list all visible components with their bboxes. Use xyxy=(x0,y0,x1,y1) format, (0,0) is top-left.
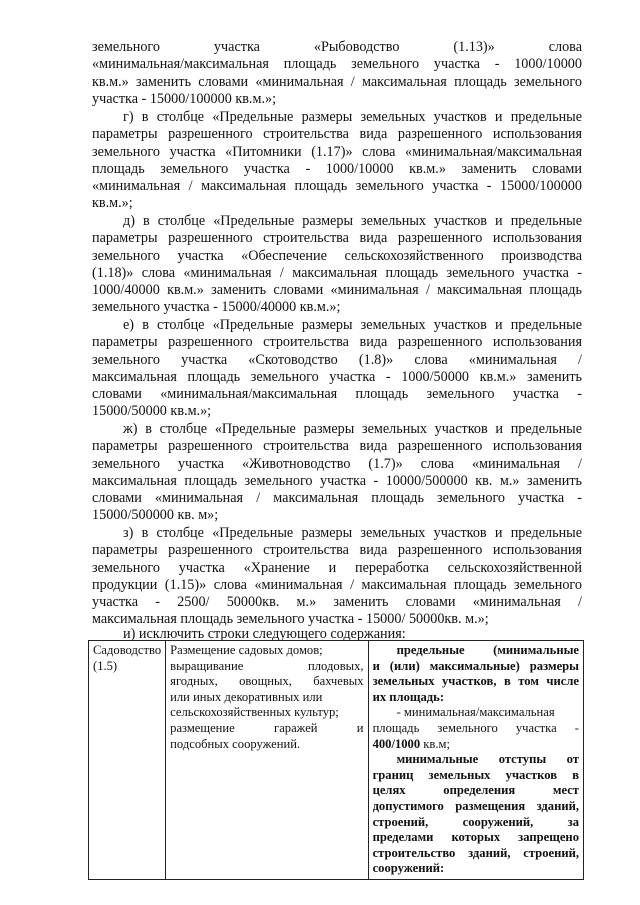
text-line: 15000/50000 кв.м.»; xyxy=(92,403,212,420)
cell-line: земельных участков, в том числе xyxy=(372,674,579,689)
cell-line: ягодных, овощных, бахчевых xyxy=(170,674,364,689)
text-line: площадь земельного участка - 1000/10000 кв.м.» заменить словами xyxy=(92,160,582,177)
table-row xyxy=(89,641,584,880)
text-line: земельного участка «Животноводство (1.7)» слова «минимальная / xyxy=(92,455,582,472)
text-line: параметры разрешенного строительства вида разрешенного использования xyxy=(92,334,582,351)
cell-line: целях определения мест xyxy=(372,783,579,798)
text-line: 15000/500000 кв. м»; xyxy=(92,507,219,524)
text-line: максимальная площадь земельного участка - 10000/500000 кв. м.» заменить xyxy=(92,472,582,489)
cell-line: или иных декоративных или xyxy=(170,689,323,704)
cell-line xyxy=(373,737,579,753)
text-line: максимальная площадь земельного участка - 1000/50000 кв.м.» заменить xyxy=(92,368,582,385)
cell-line: границ земельных участков в xyxy=(372,767,579,782)
cell-line: строений, сооружений, за xyxy=(372,814,579,829)
text-line: участка - 2500/ 50000кв. м.» заменить словами «минимальная / xyxy=(92,594,582,611)
text-line: земельного участка «Хранение и переработка сельскохозяйственной xyxy=(92,559,582,576)
text-line: «минимальная/максимальная площадь земельного участка - 1000/10000 xyxy=(92,56,582,73)
table-cell-parameters xyxy=(368,641,583,880)
text-line: максимальная площадь земельного участка - 15000/ 50000кв. м.»; xyxy=(92,611,489,628)
area-value: 400/1000 xyxy=(372,736,421,751)
text-line: участка - 15000/100000 кв.м.»; xyxy=(92,90,277,107)
text-line: словами «минимальная / максимальная площадь земельного участка - xyxy=(92,490,582,507)
cell-line: допустимого размещения зданий, xyxy=(372,798,579,813)
table-cell-land-use-type xyxy=(89,641,166,880)
text-line: г) в столбце «Предельные размеры земельных участков и предельные xyxy=(123,109,582,125)
text-line: параметры разрешенного строительства вида разрешенного использования xyxy=(92,438,582,455)
table-cell-description xyxy=(166,641,368,880)
paragraph-z xyxy=(92,525,582,629)
cell-line: Садоводство xyxy=(93,643,162,657)
text-line: параметры разрешенного строительства вида разрешенного использования xyxy=(92,542,582,559)
cell-line: строительство зданий, строений, xyxy=(372,845,579,860)
cell-line: площадь земельного участка - xyxy=(372,720,579,735)
area-unit: кв.м; xyxy=(420,736,450,751)
text-line: и) исключить строки следующего содержания: xyxy=(123,626,406,642)
cell-line: выращивание плодовых, xyxy=(170,658,364,673)
paragraph-zh xyxy=(92,421,582,525)
text-line: земельного участка «Скотоводство (1.8)» слова «минимальная / xyxy=(92,351,582,368)
text-line: параметры разрешенного строительства вида разрешенного использования xyxy=(92,126,582,143)
paragraph-e xyxy=(92,317,582,421)
cell-line: пределами которых запрещено xyxy=(372,830,579,845)
text-line: земельного участка - 15000/40000 кв.м.»; xyxy=(92,299,341,316)
cell-line: их площадь: xyxy=(372,689,445,704)
cell-line: и (или) максимальные) размеры xyxy=(372,658,579,673)
text-line: земельного участка «Питомники (1.17)» слова «минимальная/максимальная xyxy=(92,143,582,160)
text-line: кв.м.»; xyxy=(92,195,133,212)
cell-line: (1.5) xyxy=(93,658,118,673)
paragraph-g xyxy=(92,109,582,213)
text-line: ж) в столбце «Предельные размеры земельных участков и предельные xyxy=(123,421,582,437)
paragraph-d xyxy=(92,213,582,317)
text-line: (1.18)» слова «минимальная / максимальная площадь земельного участка - xyxy=(92,264,582,281)
text-line: з) в столбце «Предельные размеры земельных участков и предельные xyxy=(123,525,582,541)
cell-line: - минимальная/максимальная xyxy=(396,705,555,720)
cell-line: сооружений: xyxy=(372,861,445,876)
text-line: параметры разрешенного строительства вида разрешенного использования xyxy=(92,230,582,247)
paragraph-v-end xyxy=(92,39,582,108)
cell-line: минимальные отступы от xyxy=(396,752,579,767)
text-line: земельного участка «Рыбоводство (1.13)» слова xyxy=(92,39,582,55)
cell-line: подсобных сооружений. xyxy=(170,736,301,751)
text-line: 1000/40000 кв.м.» заменить словами «минимальная / максимальная площадь xyxy=(92,282,582,299)
text-line: продукции (1.15)» слова «минимальная / максимальная площадь земельного xyxy=(92,576,582,593)
text-line: земельного участка «Обеспечение сельскохозяйственного производства xyxy=(92,247,582,264)
text-line: д) в столбце «Предельные размеры земельных участков и предельные xyxy=(123,213,582,229)
cell-line: сельскохозяйственных культур; xyxy=(170,705,339,720)
text-line: «минимальная / максимальная площадь земельного участка - 15000/100000 xyxy=(92,178,582,195)
text-line: словами «минимальная/максимальная площадь земельного участка - xyxy=(92,386,582,403)
text-line: кв.м.» заменить словами «минимальная / максимальная площадь земельного xyxy=(92,73,582,90)
cell-line: Размещение садовых домов; xyxy=(170,643,323,657)
cell-line: предельные (минимальные xyxy=(396,643,579,657)
cell-line: размещение гаражей и xyxy=(170,720,364,735)
text-line: е) в столбце «Предельные размеры земельных участков и предельные xyxy=(123,317,582,333)
excluded-rows-table xyxy=(88,640,584,880)
